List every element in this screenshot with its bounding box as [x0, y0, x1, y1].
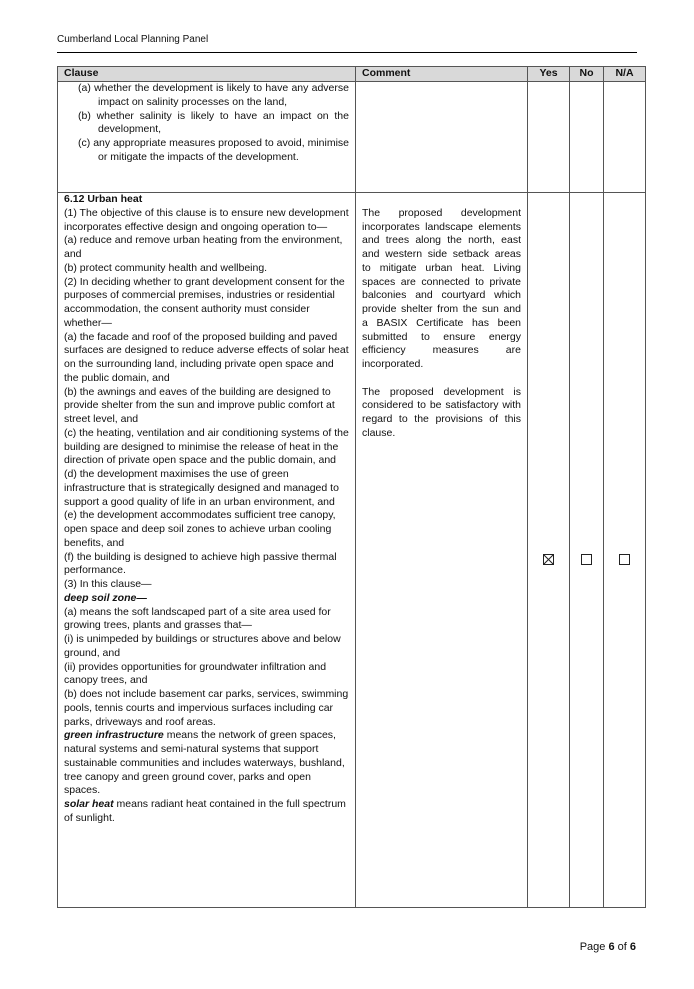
clause-line: (1) The objective of this clause is to ensure new development incorporates effective design and ongoing operation to— [64, 206, 349, 233]
yes-checkbox[interactable] [543, 554, 554, 565]
table-row [58, 193, 646, 908]
comment-paragraph: The proposed development is considered to be satisfactory with regard to the provisions of this clause. [362, 385, 521, 439]
clause-line: (b) does not include basement car parks, services, swimming pools, tennis courts and impervious surfaces including car parks, driveways and roof areas. [64, 688, 349, 728]
document-header: Cumberland Local Planning Panel [57, 34, 209, 45]
definition-term: green infrastructure [64, 729, 164, 742]
clause-item: (a) whether the development is likely to have any adverse impact on salinity processes on the land, [78, 82, 349, 108]
page-total: 6 [629, 941, 636, 953]
header-no: No [570, 67, 604, 82]
no-checkbox[interactable] [581, 554, 592, 565]
clause-heading: 6.12 Urban heat [64, 193, 143, 205]
page-number [580, 941, 636, 953]
clause-line: (a) means the soft landscaped part of a site area used for growing trees, plants and grasses that— [64, 605, 331, 632]
header-rule [57, 52, 637, 53]
clause-cell [58, 193, 356, 908]
header-yes: Yes [528, 67, 570, 82]
clause-cell [58, 82, 356, 193]
definition-suffix: — [136, 591, 147, 604]
yes-cell [528, 193, 570, 908]
clause-line: (d) the development maximises the use of green infrastructure that is strategically designed and managed to support a good quality of life in an urban environment, and [64, 468, 339, 508]
clause-line: (i) is unimpeded by buildings or structures above and below ground, and [64, 633, 341, 659]
page-prefix: Page [579, 941, 609, 953]
definition-text: means radiant heat contained in the full spectrum of sunlight. [64, 798, 346, 824]
na-cell [604, 82, 646, 193]
clause-line: (3) In this clause— [64, 578, 152, 590]
definition-solar-heat [64, 798, 349, 826]
clause-line: (e) the development accommodates sufficient tree canopy, open space and deep soil zones to achieve urban cooling benefits, and [64, 509, 336, 549]
clause-line: (2) In deciding whether to grant development consent for the purposes of commercial premises, industries or residential accommodation, the consent authority must consider whether— [64, 275, 345, 329]
yes-cell [528, 82, 570, 193]
definition-green-infrastructure [64, 729, 349, 798]
page-current: 6 [608, 941, 615, 953]
table-header-row [58, 67, 646, 82]
header-na: N/A [604, 67, 646, 82]
clause-line: (b) the awnings and eaves of the building are designed to provide shelter from the sun and improve public comfort at street level, and [64, 385, 335, 425]
na-cell [604, 193, 646, 908]
comment-cell [356, 193, 528, 908]
clause-line: (c) the heating, ventilation and air conditioning systems of the building are designed to minimise the release of heat in the direction of private open space and the public domain, and [64, 426, 349, 467]
na-checkbox[interactable] [619, 554, 630, 565]
definition-term: solar heat [64, 798, 114, 810]
header-comment: Comment [356, 67, 528, 82]
clause-line: (a) the facade and roof of the proposed building and paved surfaces are designed to reduce adverse effects of solar heat on the surrounding land, including private open space and the public domain, and [64, 330, 349, 384]
compliance-table [57, 66, 646, 908]
definition-term: deep soil zone [64, 591, 137, 604]
clause-line: (f) the building is designed to achieve high passive thermal performance. [64, 550, 337, 577]
comment-cell [356, 82, 528, 193]
no-cell [570, 193, 604, 908]
comment-paragraph: The proposed development incorporates landscape elements and trees along the north, east and western side setback areas to mitigate urban heat. Living spaces are connected to private balconies and courtyard which provide shelter from the sun and a BASIX Certificate has been submitted to ensure energy efficiency measures are incorporated. [362, 206, 521, 370]
no-cell [570, 82, 604, 193]
page-middle: of [614, 941, 630, 953]
table-row [58, 82, 646, 193]
clause-line: (a) reduce and remove urban heating from the environment, and [64, 234, 343, 260]
clause-item: (b) whether salinity is likely to have an impact on the development, [78, 109, 349, 136]
definition-text: means the network of green spaces, natural systems and semi-natural systems that support sustainable communities and includes waterways, bushland, tree canopy and green ground cover, parks and open spaces. [64, 729, 345, 797]
header-clause: Clause [58, 67, 356, 82]
definition-deep-soil-zone [64, 592, 349, 606]
checked-x-icon [544, 555, 553, 564]
clause-item: (c) any appropriate measures proposed to avoid, minimise or mitigate the impacts of the development. [78, 137, 349, 163]
clause-line: (ii) provides opportunities for groundwater infiltration and canopy trees, and [64, 660, 327, 687]
clause-line: (b) protect community health and wellbeing. [64, 261, 268, 274]
